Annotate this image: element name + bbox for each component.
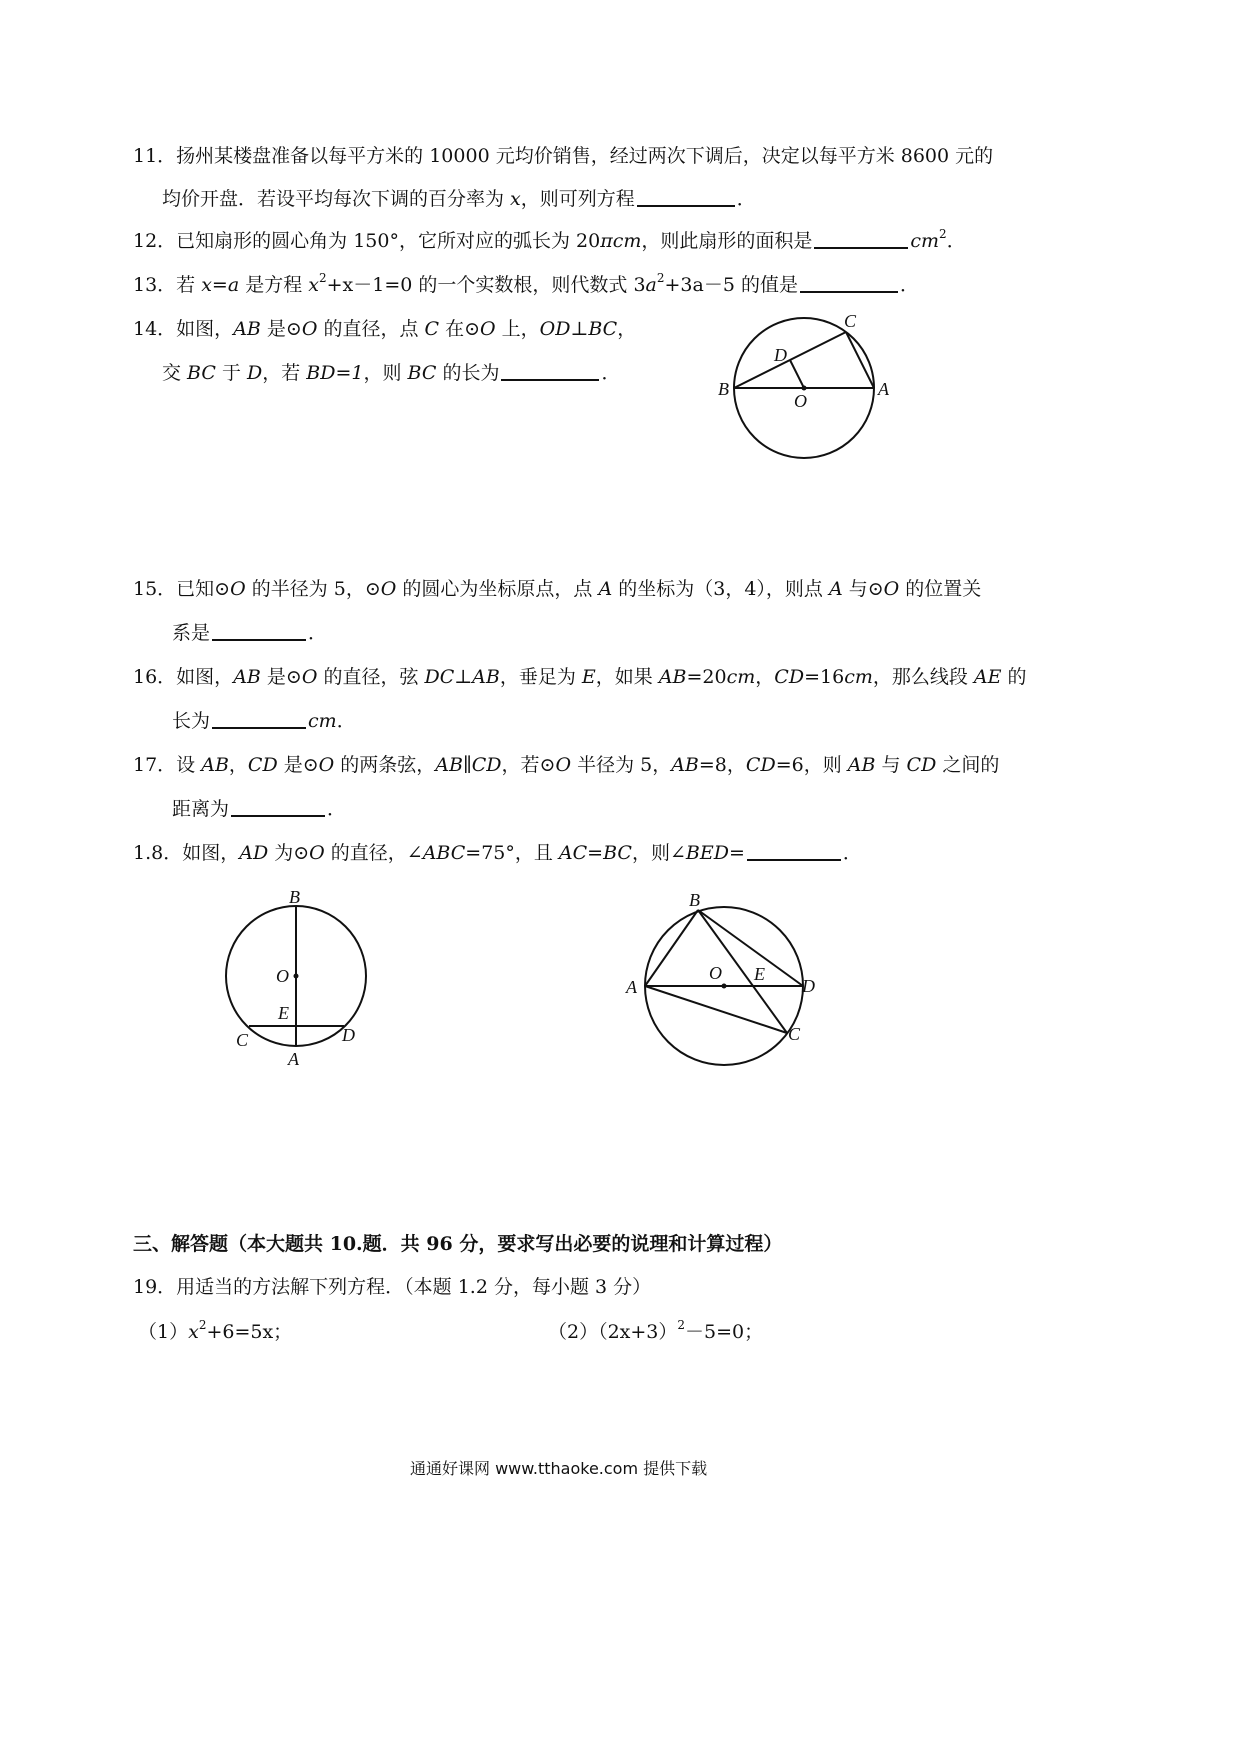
q15-t4: O [380,578,397,600]
q13-answer-blank[interactable] [800,273,898,293]
q12-unit-exp: 2 [939,227,947,241]
q19-stem: 19．用适当的方法解下列方程．（本题 1.2 分，每小题 3 分） [133,1276,652,1298]
q17-t10: O [555,754,572,776]
q15-t7: 的坐标为（3，4），则点 [612,578,829,600]
q17-t9: ，若⊙ [501,754,556,776]
q14-end: ． [601,362,621,384]
q11-line2 [162,186,756,212]
q13-expr-a: a [645,274,657,296]
q14-answer-blank[interactable] [501,361,599,381]
q14-u3: 于 [215,362,247,384]
q17-t12: AB [671,754,699,776]
q16-t9: ，如果 [595,666,659,688]
q14-t6: C [424,318,440,340]
q17-t17: 与 [875,754,907,776]
q16-t17: ，那么线段 [872,666,974,688]
q14-u6: BD=1 [306,362,364,384]
q19-part1 [138,1319,292,1345]
q17-t15: =6，则 [775,754,848,776]
q14-u5: ，若 [262,362,307,384]
q18-end: ． [842,842,862,864]
q14-chord-ac [846,332,874,388]
q18-t8: AC=BC [558,842,632,864]
q18-label-o: O [709,963,722,983]
q13-expr-rest: +3a－5 [664,274,735,296]
q14-t8: O [480,318,496,340]
q17-t18: CD [906,754,937,776]
q15-t9: 与⊙ [842,578,884,600]
q16-label-d: D [342,1025,355,1045]
q18-t9: ，则∠ [631,842,686,864]
q16-label-c: C [236,1030,249,1050]
q12-line [133,228,966,254]
q13-text-b: 是方程 [239,274,309,296]
q16-t5: 的直径，弦 [317,666,425,688]
q19-p2-rest: －5=0； [685,1321,764,1343]
q14-t1: 14．如图， [133,318,234,340]
q13-eq-rest: +x－1=0 [326,274,413,296]
q13-end: ． [900,274,920,296]
q16-t2: AB [233,666,261,688]
q18-label-a: A [626,977,637,997]
q18-chord-ab [645,910,698,986]
q17-answer-blank[interactable] [231,797,325,817]
q13-text-c: 的一个实数根，则代数式 3 [412,274,646,296]
q16-answer-blank[interactable] [212,709,306,729]
q12-text: 12．已知扇形的圆心角为 150°，它所对应的弧长为 20 [133,230,601,252]
q15-end: ． [308,622,328,644]
q16-t12: cm [726,666,756,688]
q16-figure [220,885,390,1075]
q14-t7: 在⊙ [439,318,481,340]
q19-p1-x: x [188,1321,199,1343]
q11-end: ． [736,188,756,210]
q16-t3: 是⊙ [260,666,302,688]
q17-line2 [172,796,346,822]
q14-t4: O [301,318,318,340]
q15-u1: 系是 [172,622,211,644]
q14-u2: BC [187,362,216,384]
q15-line2 [172,620,327,646]
q14-t11: ， [617,318,637,340]
q16-t10: AB [658,666,687,688]
q16-t13: ， [755,666,775,688]
q14-label-a: A [878,379,889,399]
q16-label-o: O [276,966,289,986]
q18-t1: 1.8．如图， [133,842,240,864]
q16-end: ． [336,710,356,732]
q17-t4: CD [247,754,278,776]
q19-p2-exp: 2 [677,1318,686,1332]
q11-text-b: ，则可列方程 [520,188,635,210]
q18-chord-ac [645,986,787,1033]
q17-t7: 的两条弦， [334,754,436,776]
q18-line [133,840,862,866]
q16-label-b: B [289,887,300,907]
q18-figure [620,890,830,1070]
q14-u1: 交 [162,362,188,384]
q16-t19: 的 [1001,666,1027,688]
q16-t14: CD [774,666,805,688]
footer-text: 通通好课网 www.tthaoke.com 提供下载 [410,1459,708,1478]
q13-text: 13．若 [133,274,202,296]
q17-t2: AB [201,754,229,776]
q17-t13: =8， [698,754,746,776]
q18-label-b: B [689,890,700,910]
q15-t1: 15．已知⊙ [133,578,231,600]
q14-u7: ，则 [363,362,408,384]
q14-t3: 是⊙ [260,318,302,340]
q16-t1: 16．如图， [133,666,234,688]
q17-line1 [133,752,999,778]
q16-u1: 长为 [172,710,211,732]
q11-line1: 11．扬州某楼盘准备以每平方米的 10000 元均价销售，经过两次下调后，决定以每平方米 8600 元的 [133,145,994,167]
q19-p2-label: （2）（2x+3） [548,1321,678,1343]
q12-unit: cm [910,230,940,252]
q14-label-d: D [774,345,787,365]
q18-t7: =75°，且 [465,842,559,864]
q19-p1-label: （1） [138,1321,189,1343]
q15-t8: A [828,578,843,600]
q14-figure [700,305,920,475]
q13-eq-exp: 2 [319,271,327,285]
q15-answer-blank[interactable] [212,621,306,641]
q14-t10: OD⊥BC [539,318,618,340]
q14-segment-od [790,360,804,388]
q11-text: 均价开盘．若设平均每次下调的百分率为 [162,188,511,210]
q16-t11: =20 [686,666,727,688]
q13-line [133,272,919,298]
q14-label-b: B [718,379,729,399]
q14-line1 [133,316,636,342]
q16-t16: cm [844,666,873,688]
q17-t5: 是⊙ [277,754,319,776]
q14-label-o: O [794,391,807,411]
q15-t10: O [883,578,900,600]
q16-line1 [133,664,1027,690]
q11-variable: x [510,188,521,210]
q16-t7: ，垂足为 [499,666,582,688]
q14-u9: 的长为 [436,362,500,384]
q17-t14: CD [745,754,776,776]
q16-t18: AE [973,666,1002,688]
q16-t15: =16 [804,666,845,688]
q18-label-c: C [788,1024,801,1044]
q12-end: ． [946,230,966,252]
q12-pi: πcm [600,230,642,252]
q16-t8: E [581,666,596,688]
q17-u1: 距离为 [172,798,230,820]
q17-t11: 半径为 5， [571,754,672,776]
q14-u4: D [247,362,263,384]
q16-center-dot [294,974,299,979]
q16-line2 [172,708,356,734]
q11-answer-blank[interactable] [637,187,735,207]
q15-t11: 的位置关 [899,578,982,600]
q13-cond: x=a [201,274,240,296]
q17-end: ． [327,798,347,820]
q17-t16: AB [847,754,876,776]
q12-answer-blank[interactable] [814,229,908,249]
q18-answer-blank[interactable] [747,841,841,861]
q14-label-c: C [844,311,857,331]
q14-t5: 的直径，点 [317,318,425,340]
q15-t3: 的半径为 5，⊙ [245,578,381,600]
q14-line2 [162,360,620,386]
q17-t6: O [318,754,335,776]
q14-t9: 上， [495,318,540,340]
q18-label-e: E [754,964,765,984]
q19-part2 [548,1319,763,1345]
q16-label-e: E [278,1003,289,1023]
q18-t10: BED [685,842,729,864]
q18-center-dot [722,984,727,989]
q14-t2: AB [233,318,261,340]
q14-center-dot [802,386,807,391]
q19-p1-exp: 2 [198,1318,207,1332]
q14-u8: BC [407,362,437,384]
q18-label-d: D [802,976,815,996]
q18-t4: O [309,842,325,864]
q16-t6: DC⊥AB [424,666,500,688]
q18-t6: ABC [422,842,466,864]
q19-p1-rest: +6=5x； [206,1321,293,1343]
q12-text-b: ，则此扇形的面积是 [641,230,813,252]
q15-line1 [133,576,981,602]
section3-title: 三、解答题（本大题共 10.题．共 96 分，要求写出必要的说理和计算过程） [133,1233,783,1255]
q13-expr-exp: 2 [656,271,665,285]
q16-unit: cm [308,710,337,732]
q18-t11: = [728,842,745,864]
q17-t3: ， [228,754,248,776]
q15-t2: O [230,578,246,600]
q16-t4: O [301,666,318,688]
q18-t5: 的直径，∠ [324,842,423,864]
q17-t8: AB∥CD [435,754,502,776]
q16-label-a: A [288,1049,299,1069]
q17-t1: 17．设 [133,754,202,776]
q18-t3: 为⊙ [268,842,310,864]
q13-eq-x: x [308,274,319,296]
q13-text-d: 的值是 [734,274,798,296]
q18-t2: AD [239,842,269,864]
q15-t5: 的圆心为坐标原点，点 [396,578,599,600]
q15-t6: A [598,578,613,600]
q17-t19: 之间的 [936,754,1000,776]
